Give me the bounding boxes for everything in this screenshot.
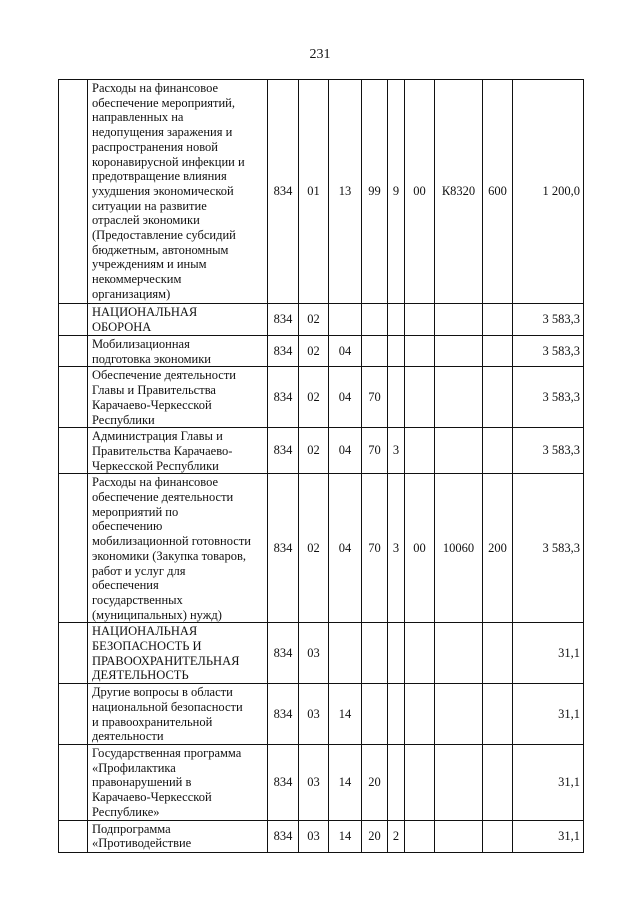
- table-row: [59, 744, 584, 820]
- cell-target-direction: [435, 820, 483, 852]
- cell-target-program: 70: [362, 474, 388, 623]
- cell-expense-type: [483, 304, 513, 336]
- cell-target-subprogram: [388, 623, 405, 684]
- table-row: [59, 623, 584, 684]
- cell-ved: 834: [268, 820, 299, 852]
- cell-target-event: 00: [405, 80, 435, 304]
- cell-target-subprogram: [388, 336, 405, 367]
- cell-ved: 834: [268, 474, 299, 623]
- cell-target-program: [362, 623, 388, 684]
- cell-section: 02: [299, 336, 329, 367]
- cell-name: Государственная программа «Профилактика правонарушений в Карачаево-Черкесской Республике»: [88, 744, 268, 820]
- cell-subsection: 13: [329, 80, 362, 304]
- cell-target-event: [405, 428, 435, 474]
- budget-table: [58, 79, 584, 853]
- cell-amount: 31,1: [513, 623, 584, 684]
- cell-expense-type: [483, 336, 513, 367]
- cell-amount: 3 583,3: [513, 304, 584, 336]
- cell-subsection: 14: [329, 820, 362, 852]
- cell-target-program: 70: [362, 367, 388, 428]
- cell-target-program: 20: [362, 744, 388, 820]
- cell-target-subprogram: [388, 304, 405, 336]
- cell-target-event: 00: [405, 474, 435, 623]
- cell-expense-type: [483, 744, 513, 820]
- cell-target-direction: К8320: [435, 80, 483, 304]
- cell-expense-type: 200: [483, 474, 513, 623]
- cell-target-subprogram: [388, 684, 405, 745]
- cell-target-subprogram: [388, 367, 405, 428]
- cell-section: 03: [299, 684, 329, 745]
- cell-section: 02: [299, 474, 329, 623]
- cell-index: [59, 336, 88, 367]
- table-row: [59, 474, 584, 623]
- table-row: [59, 367, 584, 428]
- cell-amount: 31,1: [513, 744, 584, 820]
- cell-ved: 834: [268, 336, 299, 367]
- cell-target-direction: [435, 336, 483, 367]
- cell-name: Обеспечение деятельности Главы и Правительства Карачаево-Черкесской Республики: [88, 367, 268, 428]
- table-row: [59, 304, 584, 336]
- cell-expense-type: [483, 623, 513, 684]
- cell-subsection: 04: [329, 428, 362, 474]
- cell-index: [59, 744, 88, 820]
- cell-amount: 3 583,3: [513, 428, 584, 474]
- cell-target-subprogram: 9: [388, 80, 405, 304]
- cell-index: [59, 428, 88, 474]
- cell-section: 02: [299, 428, 329, 474]
- cell-expense-type: 600: [483, 80, 513, 304]
- cell-ved: 834: [268, 623, 299, 684]
- cell-target-event: [405, 304, 435, 336]
- cell-index: [59, 304, 88, 336]
- cell-target-direction: [435, 428, 483, 474]
- cell-target-direction: [435, 304, 483, 336]
- cell-target-subprogram: 3: [388, 474, 405, 623]
- cell-target-program: 70: [362, 428, 388, 474]
- cell-ved: 834: [268, 80, 299, 304]
- cell-name: Мобилизационная подготовка экономики: [88, 336, 268, 367]
- cell-target-subprogram: 3: [388, 428, 405, 474]
- cell-target-program: [362, 684, 388, 745]
- cell-amount: 1 200,0: [513, 80, 584, 304]
- cell-section: 03: [299, 744, 329, 820]
- cell-subsection: 04: [329, 336, 362, 367]
- table-row: [59, 428, 584, 474]
- cell-section: 02: [299, 304, 329, 336]
- cell-expense-type: [483, 428, 513, 474]
- cell-index: [59, 623, 88, 684]
- cell-target-subprogram: [388, 744, 405, 820]
- cell-subsection: 14: [329, 684, 362, 745]
- cell-target-program: 20: [362, 820, 388, 852]
- cell-target-direction: [435, 684, 483, 745]
- cell-subsection: [329, 623, 362, 684]
- cell-amount: 3 583,3: [513, 336, 584, 367]
- cell-target-program: [362, 336, 388, 367]
- cell-expense-type: [483, 820, 513, 852]
- cell-target-subprogram: 2: [388, 820, 405, 852]
- cell-amount: 31,1: [513, 684, 584, 745]
- cell-target-event: [405, 744, 435, 820]
- cell-amount: 3 583,3: [513, 367, 584, 428]
- cell-target-event: [405, 820, 435, 852]
- cell-index: [59, 80, 88, 304]
- cell-section: 03: [299, 820, 329, 852]
- cell-amount: 31,1: [513, 820, 584, 852]
- cell-ved: 834: [268, 428, 299, 474]
- cell-target-event: [405, 336, 435, 367]
- cell-index: [59, 820, 88, 852]
- cell-ved: 834: [268, 367, 299, 428]
- cell-ved: 834: [268, 304, 299, 336]
- cell-ved: 834: [268, 744, 299, 820]
- table-row: [59, 684, 584, 745]
- cell-name: Расходы на финансовое обеспечение деятельности мероприятий по обеспечению мобилизационной готовности экономики (Закупка товаров, работ и услуг для обеспечения государственных (муниципальных) нужд): [88, 474, 268, 623]
- cell-section: 03: [299, 623, 329, 684]
- cell-ved: 834: [268, 684, 299, 745]
- cell-target-direction: 10060: [435, 474, 483, 623]
- cell-target-program: [362, 304, 388, 336]
- cell-name: НАЦИОНАЛЬНАЯ БЕЗОПАСНОСТЬ И ПРАВООХРАНИТЕЛЬНАЯ ДЕЯТЕЛЬНОСТЬ: [88, 623, 268, 684]
- table-row: [59, 80, 584, 304]
- cell-target-program: 99: [362, 80, 388, 304]
- cell-name: Расходы на финансовое обеспечение мероприятий, направленных на недопущения заражения и распространения новой коронавирусной инфекции и предотвращение влияния ухудшения экономической ситуации на развитие отраслей экономики (Предоставление субсидий бюджетным, автономным учреждениям и иным некоммерческим организациям): [88, 80, 268, 304]
- cell-name: Администрация Главы и Правительства Карачаево- Черкесской Республики: [88, 428, 268, 474]
- cell-index: [59, 367, 88, 428]
- cell-index: [59, 474, 88, 623]
- cell-expense-type: [483, 684, 513, 745]
- cell-name: НАЦИОНАЛЬНАЯ ОБОРОНА: [88, 304, 268, 336]
- cell-index: [59, 684, 88, 745]
- cell-subsection: 14: [329, 744, 362, 820]
- cell-target-event: [405, 623, 435, 684]
- cell-section: 02: [299, 367, 329, 428]
- cell-target-direction: [435, 623, 483, 684]
- cell-name: Подпрограмма «Противодействие: [88, 820, 268, 852]
- table-row: [59, 820, 584, 852]
- cell-subsection: 04: [329, 474, 362, 623]
- cell-target-event: [405, 684, 435, 745]
- cell-subsection: [329, 304, 362, 336]
- cell-name: Другие вопросы в области национальной безопасности и правоохранительной деятельности: [88, 684, 268, 745]
- table-row: [59, 336, 584, 367]
- cell-expense-type: [483, 367, 513, 428]
- cell-section: 01: [299, 80, 329, 304]
- cell-target-direction: [435, 367, 483, 428]
- cell-subsection: 04: [329, 367, 362, 428]
- page-number: 231: [309, 47, 331, 62]
- cell-target-direction: [435, 744, 483, 820]
- cell-target-event: [405, 367, 435, 428]
- cell-amount: 3 583,3: [513, 474, 584, 623]
